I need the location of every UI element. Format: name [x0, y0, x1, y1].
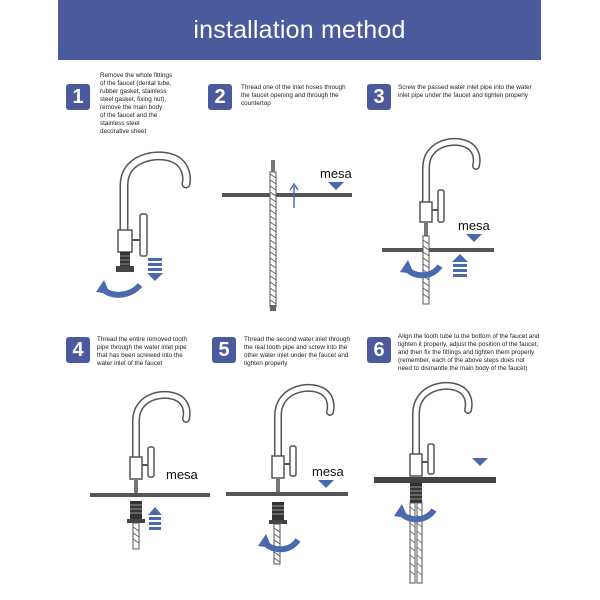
- step-5-line: other water inlet under the faucet and: [244, 352, 349, 359]
- step-1-line: of the faucet (dental tube,: [100, 80, 172, 87]
- step-6-badge: 6: [367, 337, 391, 363]
- step-2-line: Thread one of the inlet hoses through: [241, 84, 346, 91]
- step-3-badge: 3: [367, 84, 391, 110]
- step-2-description: [241, 84, 366, 108]
- up-arrow-icon: [452, 254, 468, 277]
- step-3-illustration: [380, 130, 500, 315]
- countertop: [222, 193, 352, 197]
- step-2-illustration: [220, 150, 360, 315]
- down-triangle-icon: [472, 458, 488, 466]
- step-3-description: [398, 84, 558, 100]
- faucet-body: [118, 230, 132, 252]
- step-2-line: the faucet opening and through the: [241, 92, 339, 99]
- step-1-description: [100, 72, 195, 136]
- inlet-hose: [423, 236, 429, 304]
- faucet-handle: [148, 447, 154, 477]
- faucet-body: [420, 202, 432, 222]
- inlet-hose: [270, 160, 276, 311]
- step-4-line: Thread the entire removed tooth: [97, 336, 187, 343]
- down-arrow-icon: [147, 258, 163, 281]
- step-4-line: water inlet of the faucet: [97, 360, 163, 367]
- faucet-handle: [140, 214, 147, 256]
- step-4-line: pipe through the water inlet pipe: [97, 344, 187, 351]
- step-3-line: inlet pipe under the faucet and tighten properly: [398, 92, 528, 99]
- faucet-handle: [438, 190, 444, 222]
- title-banner: [58, 0, 541, 60]
- faucet-handle: [428, 444, 434, 474]
- step-5-description: [244, 336, 369, 368]
- step-1-badge: 1: [66, 84, 90, 110]
- mesa-label: mesa: [320, 166, 352, 181]
- down-triangle-icon: [466, 234, 482, 242]
- step-6-description: [398, 333, 558, 373]
- step-3-line: Screw the passed water inlet pipe into the water: [398, 84, 532, 91]
- faucet-body: [410, 454, 422, 476]
- step-5-line: Thread the second water inlet through: [244, 336, 351, 343]
- step-1-line: steel gasket, fixing nut),: [100, 96, 167, 103]
- tooth-tube: [410, 483, 422, 503]
- faucet-handle: [290, 446, 296, 476]
- step-1-illustration: [60, 140, 210, 310]
- step-5-illustration: [222, 378, 352, 568]
- step-1-line: remove the main body: [100, 104, 163, 111]
- countertop: [226, 492, 348, 496]
- step-6-line: and then fix the fittings and tighten them properly: [398, 349, 535, 356]
- step-2-badge: 2: [208, 84, 232, 110]
- step-4-illustration: [88, 385, 213, 555]
- countertop: [382, 248, 494, 252]
- page-title: installation method: [193, 15, 406, 44]
- faucet-body: [130, 457, 142, 479]
- countertop: [374, 477, 496, 483]
- step-5-badge: 5: [212, 337, 236, 363]
- step-6-line: (remember, each of the above steps does not: [398, 357, 525, 364]
- step-1-line: stainless steel: [100, 120, 140, 127]
- faucet-body: [272, 456, 284, 478]
- step-1-line: rubber gasket, stainless: [100, 88, 167, 95]
- mesa-label: mesa: [312, 464, 344, 479]
- step-4-line: that has been screwed into the: [97, 352, 183, 359]
- step-5-line: tighten properly: [244, 360, 288, 367]
- up-arrow-icon: [148, 507, 162, 530]
- countertop: [90, 493, 210, 497]
- step-6-line: tighten it properly, adjust the position of the faucet,: [398, 341, 539, 348]
- rotate-arrow-icon: [400, 260, 440, 275]
- step-1-line: Remove the whole fittings: [100, 72, 173, 79]
- step-4-description: [97, 336, 212, 368]
- tooth-tube: [130, 501, 142, 519]
- step-6-line: Align the tooth tube to the bottom of the faucet and: [398, 333, 540, 340]
- step-2-line: countertop: [241, 100, 271, 107]
- tooth-tube: [272, 502, 284, 520]
- mesa-label: mesa: [166, 467, 198, 482]
- step-6-illustration: [372, 376, 498, 591]
- step-5-line: the real tooth pipe and screw into the: [244, 344, 348, 351]
- down-triangle-icon: [318, 480, 334, 488]
- down-triangle-icon: [328, 182, 344, 190]
- step-1-line: of the faucet and the: [100, 112, 158, 119]
- mesa-label: mesa: [458, 218, 490, 233]
- step-4-badge: 4: [66, 337, 90, 363]
- step-6-line: need to dismantle the main body of the faucet): [398, 365, 528, 372]
- step-1-line: decorative sheet: [100, 128, 147, 135]
- rotate-arrow-icon: [96, 280, 140, 295]
